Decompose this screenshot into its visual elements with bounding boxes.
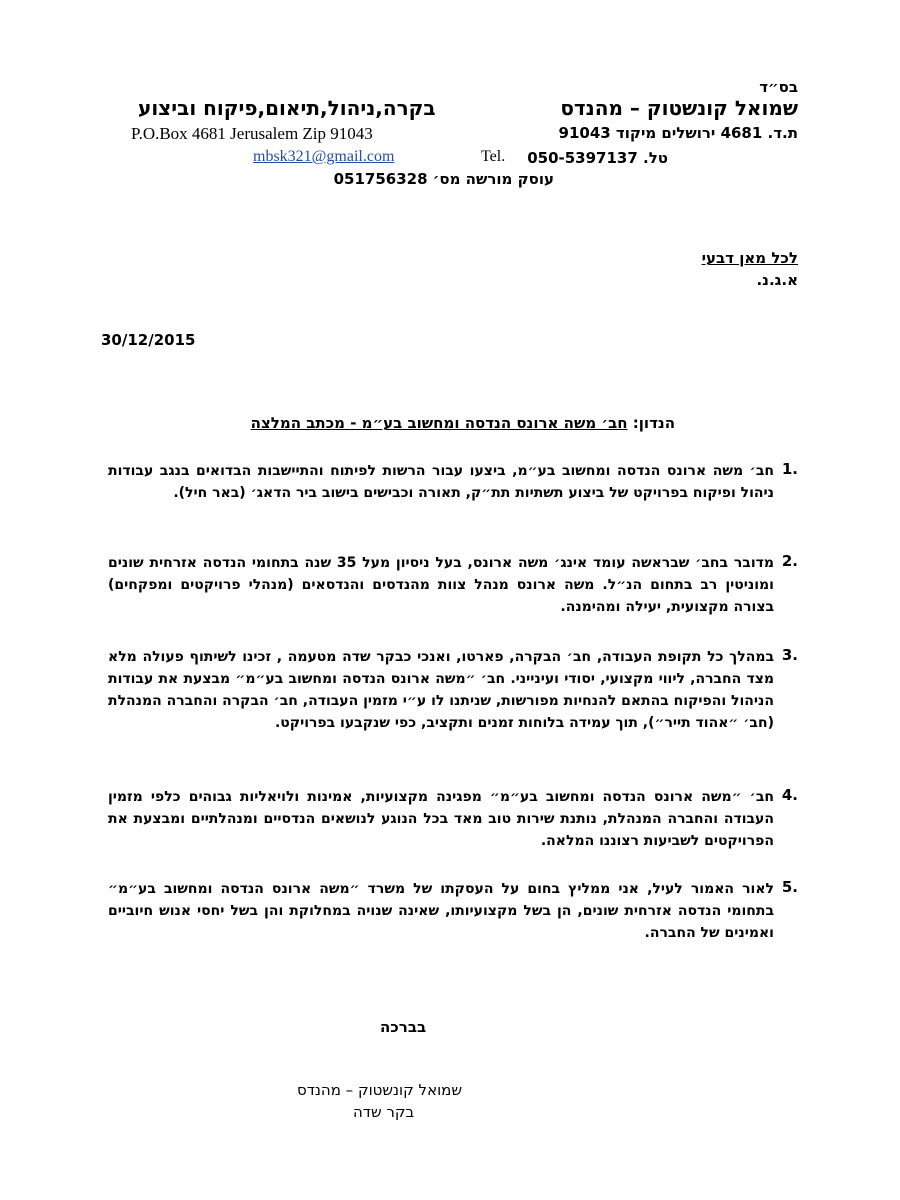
subject-prefix: הנדון: [632,414,675,432]
paragraph-number: .5 [781,878,798,896]
phone-hebrew: טל. 050-5397137 [527,149,668,167]
paragraph-text: חב׳ ״משה ארונס הנדסה ומחשוב בע״מ״ מפגינה מקצועיות, אמינות ולויאליות גבוהים כלפי מזמין העבודה והחברה המנהלת, נותנת שירות טוב מאד בכל הנוגע לנושאים הנדסיים ומנהלתיים ומבצעת את הפרויקטים לשביעות רצוננו המלאה. [108,789,774,849]
address-hebrew: ת.ד. 4681 ירושלים מיקוד 91043 [558,124,798,142]
recipient-greeting: א.ג.נ. [756,271,798,289]
business-license: עוסק מורשה מס׳ 051756328 [333,170,554,188]
paragraph-number: .3 [781,646,798,664]
paragraph-text: במהלך כל תקופת העבודה, חב׳ הבקרה, פארטו, ואנכי כבקר שדה מטעמה , זכינו לשיתוף פעולה מלא מצד החברה, ליווי מקצועי, יסודי ועינייני. חב׳ ״משה ארונס הנדסה ומחשוב בע״מ״ מבצעת את עבודות הניהול והפיקוח בהתאם להנחיות מפורשות, שניתנו לו ע״י מזמין העבודה, חב׳ הבקרה והחברה המנהלת (חב׳ ״אהוד תייר״), תוך עמידה בלוחות זמנים ותקציב, כפי שנקבעו בפרויקט. [108,649,774,731]
paragraph-text: מדובר בחב׳ שבראשה עומד אינג׳ משה ארונס, בעל ניסיון מעל 35 שנה בתחומי הנדסה אזרחית שונים ומוניטין רב בתחום הנ״ל. משה ארונס מנהל צוות מהנדסים והנדסאים (מנהלי פרויקטים ומפקחים) בצורה מקצועית, יעילה ומהימנה. [108,555,775,615]
recipient-to: לכל מאן דבעי [701,249,798,267]
paragraph-number: .1 [781,460,798,478]
signer-title: בקר שדה [353,1103,415,1121]
tel-label: Tel. [481,148,506,165]
paragraph-2 [108,552,798,618]
paragraph-text: חב׳ משה ארונס הנדסה ומחשוב בע״מ, ביצעו עבור הרשות לפיתוח והתיישבות הבדואים בנגב עבודות ניהול ופיקוח בפרויקט של ביצוע תשתיות תת״ק, תאורה וכבישים בישוב ביר הדאג׳ (באר חיל). [108,463,774,501]
paragraph-1 [108,460,798,504]
email-link[interactable]: mbsk321@gmail.com [253,148,395,165]
signer-name: שמואל קונשטוק – מהנדס [297,1081,462,1099]
paragraph-4 [108,786,798,852]
subject-text: חב׳ משה ארונס הנדסה ומחשוב בע״מ - מכתב המלצה [250,414,628,432]
sender-services: בקרה,ניהול,תיאום,פיקוח וביצוע [138,96,436,120]
paragraph-number: .4 [781,786,798,804]
paragraph-3 [108,646,798,734]
paragraph-text: לאור האמור לעיל, אני ממליץ בחום על העסקתו של משרד ״משה ארונס הנדסה ומחשוב בע״מ״ בתחומי הנדסה אזרחית שונים, הן בשל מקצועיותו, שאינה שנויה במחלוקת והן בשל יחסי אנוש חיוביים ואמינים של החברה. [108,881,774,941]
letter-date: 30/12/2015 [101,331,196,349]
subject-line [251,414,675,432]
paragraph-number: .2 [781,552,798,570]
address-english: P.O.Box 4681 Jerusalem Zip 91043 [131,124,373,143]
paragraph-5 [108,878,798,944]
sender-name-title: שמואל קונשטוק – מהנדס [560,96,798,120]
closing-blessing: בברכה [380,1018,427,1036]
header-bsd: בס״ד [759,78,798,96]
